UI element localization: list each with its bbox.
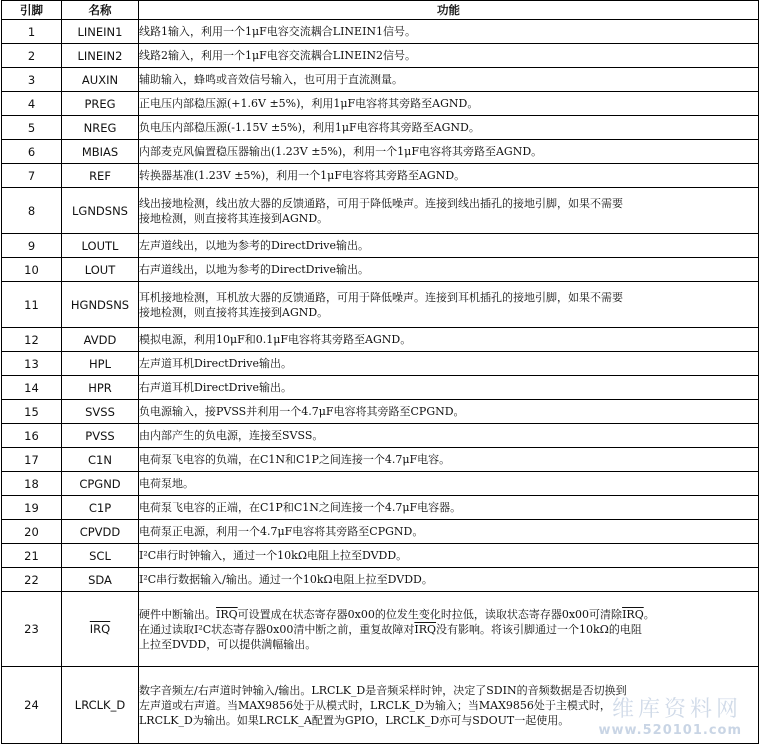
pin-name: REF [62,164,139,188]
pin-number: 17 [2,448,62,472]
table-row [2,376,759,400]
pin-name: SCL [62,544,139,568]
irq-signal: $\overline{IRQ}$ [622,607,644,621]
pin-number: 22 [2,568,62,592]
function-text: 硬件中断输出。 [139,607,216,621]
table-row [2,352,759,376]
pin-function: 右声道耳机DirectDrive输出。 [139,376,759,400]
function-text: 没有影响。将该引脚通过一个10kΩ的电阻 [436,622,642,636]
pin-number: 11 [2,282,62,328]
table-row [2,568,759,592]
function-line: LRCLK_D为输出。如果LRCLK_A配置为GPIO，LRCLK_D亦可与SDOUT一起使用。 [139,713,570,727]
pin-function [139,592,759,667]
function-line [139,607,758,622]
pin-name: PVSS [62,424,139,448]
pin-function: 负电源输入，接PVSS并利用一个4.7μF电容将其旁路至CPGND。 [139,400,759,424]
pin-function [139,282,759,328]
pin-name: HGNDSNS [62,282,139,328]
pin-function: 负电压内部稳压源(-1.15V ±5%)，利用1μF电容将其旁路至AGND。 [139,116,759,140]
pin-number: 4 [2,92,62,116]
pin-name: PREG [62,92,139,116]
function-line: 左声道或右声道。当MAX9856处于从模式时，LRCLK_D为输入；当MAX9856处于主模式时， [139,698,611,712]
pin-function: I²C串行时钟输入，通过一个10kΩ电阻上拉至DVDD。 [139,544,759,568]
function-line: 接地检测，则直接将其连接到AGND。 [139,305,329,319]
function-line: 数字音频左/右声道时钟输入/输出。LRCLK_D是音频采样时钟，决定了SDIN的音频数据是否切换到 [139,683,627,697]
pin-name [62,592,139,667]
table-row [2,116,759,140]
table-row [2,400,759,424]
pin-number: 24 [2,667,62,744]
pin-name: HPR [62,376,139,400]
table-row [2,188,759,234]
pin-name: HPL [62,352,139,376]
table-row [2,592,759,667]
pin-name: LRCLK_D [62,667,139,744]
pin-number: 23 [2,592,62,667]
table-row [2,164,759,188]
table-row [2,140,759,164]
pin-number: 15 [2,400,62,424]
pin-number: 1 [2,20,62,44]
table-row [2,448,759,472]
pin-name: SDA [62,568,139,592]
table-row [2,258,759,282]
pin-function: 右声道线出，以地为参考的DirectDrive输出。 [139,258,759,282]
pin-function: 模拟电源，利用10μF和0.1μF电容将其旁路至AGND。 [139,328,759,352]
pin-number: 10 [2,258,62,282]
function-line: 上拉至DVDD，可以提供满幅输出。 [139,637,317,651]
table-header-row [2,1,759,20]
pin-number: 3 [2,68,62,92]
table-row [2,328,759,352]
pin-name-text: $\overline{IRQ}$ [89,622,111,636]
pin-name: NREG [62,116,139,140]
watermark-text: 维库资料网 [611,697,742,722]
table-row [2,44,759,68]
table-row [2,544,759,568]
irq-signal: $\overline{IRQ}$ [414,622,437,636]
pin-function: 内部麦克风偏置稳压器输出(1.23V ±5%)，利用一个1μF电容将其旁路至AGND。 [139,140,759,164]
pin-function: 电荷泵飞电容的负端，在C1N和C1P之间连接一个4.7μF电容。 [139,448,759,472]
pin-function: 线路1输入，利用一个1μF电容交流耦合LINEIN1信号。 [139,20,759,44]
table-row [2,496,759,520]
header-function: 功能 [139,1,759,20]
pin-number: 13 [2,352,62,376]
pin-function: 左声道线出，以地为参考的DirectDrive输出。 [139,234,759,258]
pin-number: 16 [2,424,62,448]
header-pin: 引脚 [2,1,62,20]
pin-function [139,667,759,744]
table-row [2,92,759,116]
function-text: 可设置成在状态寄存器0x00的位发生变化时拉低，读取状态寄存器0x00可清除 [237,607,623,621]
pin-function: 辅助输入，蜂鸣或音效信号输入，也可用于直流测量。 [139,68,759,92]
pin-name: CPGND [62,472,139,496]
table-row [2,234,759,258]
header-name: 名称 [62,1,139,20]
table-row [2,282,759,328]
pin-number: 18 [2,472,62,496]
pin-name: LOUT [62,258,139,282]
pin-number: 8 [2,188,62,234]
table-row [2,68,759,92]
pin-name: LGNDSNS [62,188,139,234]
pin-function [139,188,759,234]
pin-number: 6 [2,140,62,164]
pin-function: 电荷泵地。 [139,472,759,496]
pin-number: 5 [2,116,62,140]
pin-number: 7 [2,164,62,188]
pin-number: 2 [2,44,62,68]
pin-name: CPVDD [62,520,139,544]
pin-number: 21 [2,544,62,568]
pin-name: MBIAS [62,140,139,164]
pin-function: 由内部产生的负电源，连接至SVSS。 [139,424,759,448]
pin-name: LINEIN1 [62,20,139,44]
pin-name: LINEIN2 [62,44,139,68]
pin-name: C1N [62,448,139,472]
table-row [2,424,759,448]
function-line: 线出接地检测，线出放大器的反馈通路，可用于降低噪声。连接到线出插孔的接地引脚，如果不需要 [139,196,623,210]
pin-number: 20 [2,520,62,544]
pin-function: 电荷泵正电源，利用一个4.7μF电容将其旁路至CPGND。 [139,520,759,544]
table-row [2,20,759,44]
pin-function: 电荷泵飞电容的正端，在C1P和C1N之间连接一个4.7μF电容器。 [139,496,759,520]
pin-name: LOUTL [62,234,139,258]
table-row [2,472,759,496]
pin-function: 线路2输入，利用一个1μF电容交流耦合LINEIN2信号。 [139,44,759,68]
pin-function: 左声道耳机DirectDrive输出。 [139,352,759,376]
function-line: 接地检测，则直接将其连接到AGND。 [139,211,329,225]
pin-function-table [1,0,759,744]
pin-function: 正电压内部稳压源(+1.6V ±5%)，利用1μF电容将其旁路至AGND。 [139,92,759,116]
pin-number: 9 [2,234,62,258]
pin-name: AUXIN [62,68,139,92]
pin-name: C1P [62,496,139,520]
pin-function: I²C串行数据输入/输出。通过一个10kΩ电阻上拉至DVDD。 [139,568,759,592]
function-line: 耳机接地检测，耳机放大器的反馈通路，可用于降低噪声。连接到耳机插孔的接地引脚，如果不需要 [139,290,623,304]
pin-number: 14 [2,376,62,400]
pin-function: 转换器基准(1.23V ±5%)，利用一个1μF电容将其旁路至AGND。 [139,164,759,188]
function-text: 。 [643,607,655,621]
watermark-url: www.520101.com [598,723,742,738]
pin-number: 12 [2,328,62,352]
function-line [139,622,758,637]
pin-name: SVSS [62,400,139,424]
pin-number: 19 [2,496,62,520]
pin-name: AVDD [62,328,139,352]
table-row [2,667,759,744]
irq-signal: $\overline{IRQ}$ [216,607,238,621]
table-row [2,520,759,544]
function-text: 在通过读取I²C状态寄存器0x00清中断之前，重复故障对 [139,622,415,636]
